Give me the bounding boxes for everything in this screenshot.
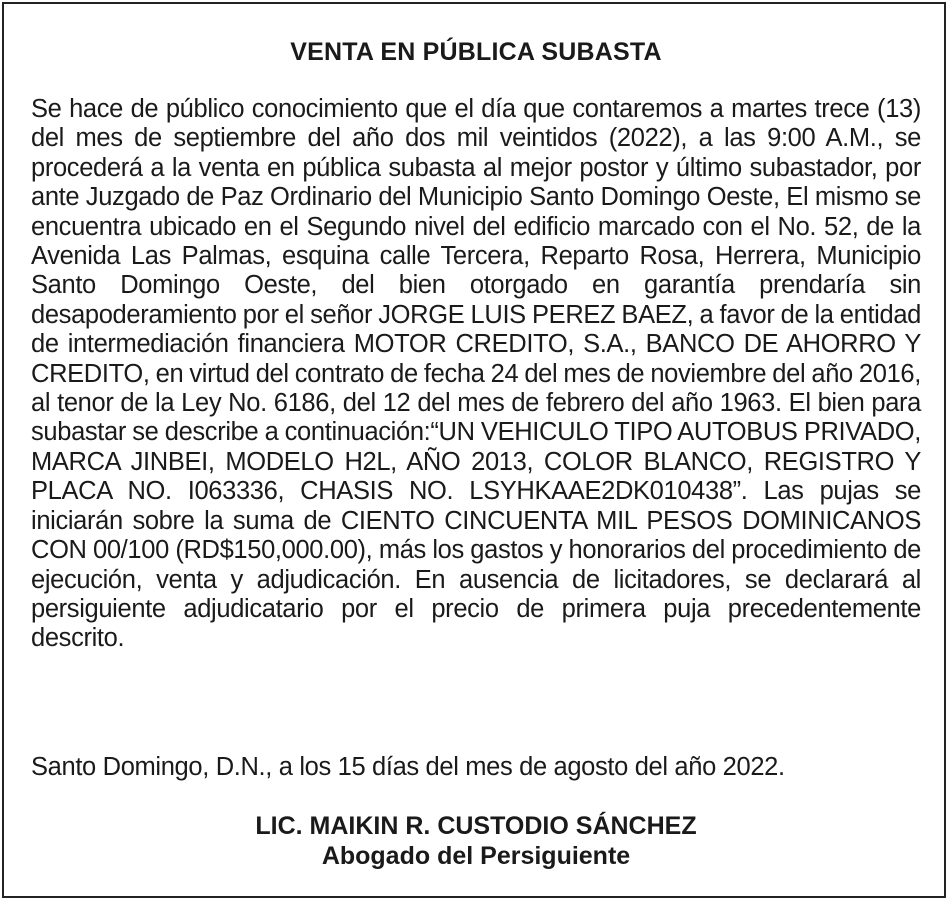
- notice-frame: [2, 2, 946, 898]
- signer-role: Abogado del Persiguiente: [321, 842, 631, 870]
- notice-date-line: Santo Domingo, D.N., a los 15 días del mes de agosto del año 2022.: [31, 753, 785, 781]
- signer-name: LIC. MAIKIN R. CUSTODIO SÁNCHEZ: [255, 812, 697, 840]
- notice-title: VENTA EN PÚBLICA SUBASTA: [290, 38, 662, 66]
- notice-body: Se hace de público conocimiento que el día que contaremos a martes trece (13) del mes de septiembre del año dos mil veintidos (2022), a las 9:00 A.M., se procederá a la venta en pública subasta al mejor postor y último subastador, por ante Juzgado de Paz Ordinario del Municipio Santo Domingo Oeste, El mismo se encuentra ubicado en el Segundo nivel del edificio marcado con el No. 52, de la Avenida Las Palmas, esquina calle Tercera, Reparto Rosa, Herrera, Municipio Santo Domingo Oeste, del bien otorgado en garantía prendaría sin desapoderamiento por el señor JORGE LUIS PEREZ BAEZ, a favor de la entidad de intermediación financiera MOTOR CREDITO, S.A., BANCO DE AHORRO Y CREDITO, en virtud del contrato de fecha 24 del mes de noviembre del año 2016, al tenor de la Ley No. 6186, del 12 del mes de febrero del año 1963. El bien para subastar se describe a continuación:“UN VEHICULO TIPO AUTOBUS PRIVADO, MARCA JINBEI, MODELO H2L, AÑO 2013, COLOR BLANCO, REGISTRO Y PLACA NO. I063336, CHASIS NO. LSYHKAAE2DK010438”. Las pujas se iniciarán sobre la suma de CIENTO CINCUENTA MIL PESOS DOMINICANOS CON 00/100 (RD$150,000.00), más los gastos y honorarios del procedimiento de ejecución, venta y adjudicación. En ausencia de licitadores, se declarará al persiguiente adjudicatario por el precio de primera puja precedentemente descrito.: [31, 95, 921, 653]
